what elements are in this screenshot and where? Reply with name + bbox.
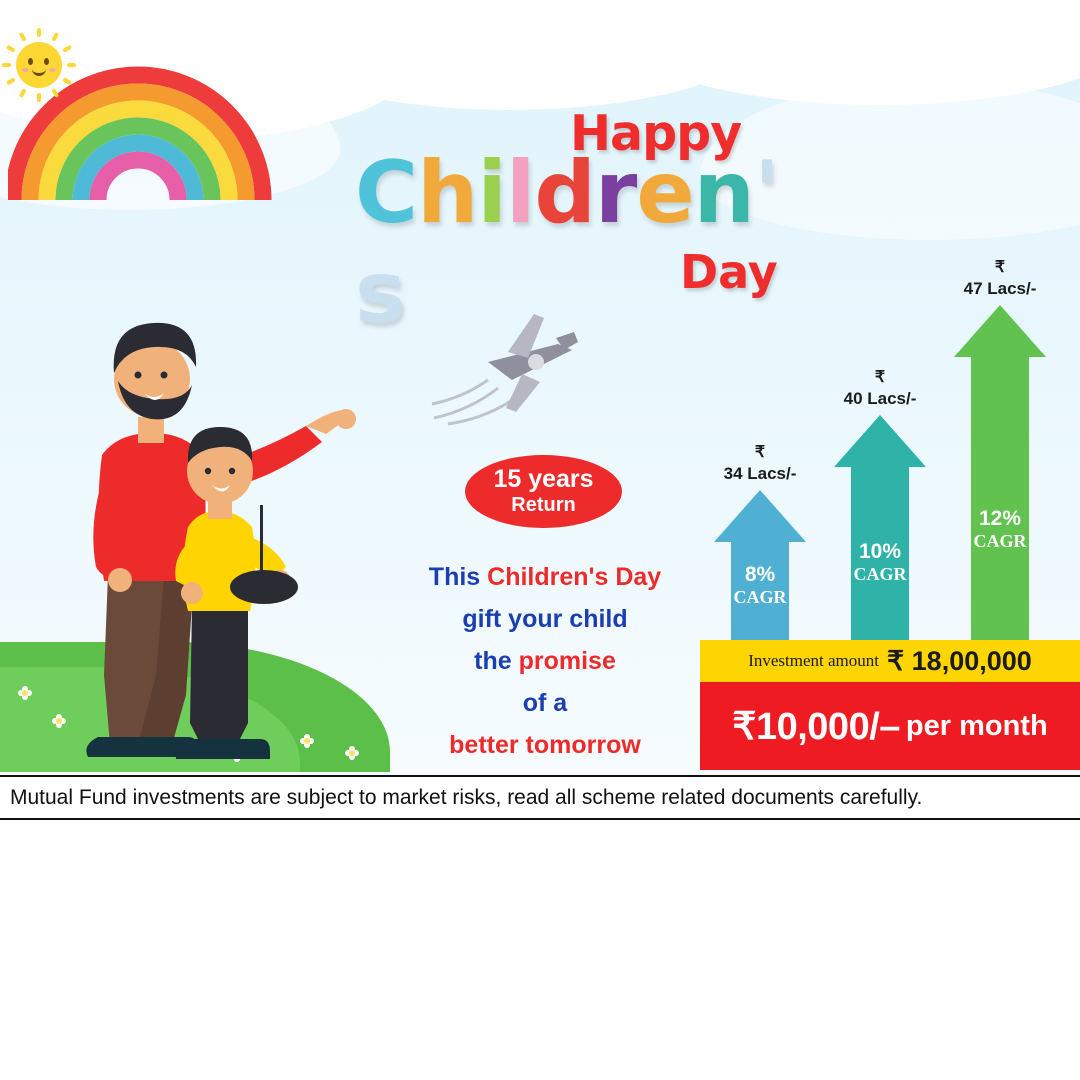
- chart-bar-currency-1: ₹: [874, 368, 886, 386]
- headline-letter-3: l: [505, 143, 535, 243]
- headline-letter-1: h: [417, 143, 478, 243]
- promo-copy-red-4: better tomorrow: [449, 731, 641, 759]
- chart-bar-0: [705, 443, 815, 660]
- returns-bar-chart: [700, 190, 1080, 660]
- headline-day: Day: [680, 245, 778, 299]
- headline-letter-5: r: [594, 143, 637, 243]
- promo-copy-blue-3: of a: [522, 689, 568, 717]
- headline-letter-9: s: [355, 243, 406, 343]
- headline-letter-4: d: [534, 143, 595, 243]
- promo-copy: [400, 556, 690, 766]
- chart-bar-currency-0: ₹: [754, 443, 766, 461]
- chart-bar-cagr-label-2: CAGR: [973, 531, 1027, 552]
- chart-bar-cagr-group-2: [945, 506, 1055, 553]
- chart-bar-cagr-group-0: [705, 562, 815, 609]
- monthly-sip-suffix: per month: [905, 709, 1048, 742]
- badge-line1: 15 years: [493, 465, 594, 494]
- chart-bar-value-label-1: [810, 368, 950, 409]
- promo-copy-line-3: [400, 682, 690, 724]
- chart-bar-cagr-label-1: CAGR: [853, 564, 907, 585]
- father-and-child-illustration: [60, 275, 380, 775]
- chart-bar-2: [945, 258, 1055, 660]
- chart-bar-cagr-pct-0: 8%: [744, 563, 776, 587]
- promo-copy-blue-1: gift your child: [462, 605, 628, 633]
- investment-amount-band: [700, 640, 1080, 682]
- chart-bar-value-1: 40 Lacs/-: [843, 388, 917, 408]
- disclaimer-text: Mutual Fund investments are subject to market risks, read all scheme related documents carefully.: [0, 775, 1080, 820]
- sun-icon: [2, 28, 76, 102]
- chart-bar-cagr-group-1: [825, 539, 935, 586]
- promo-copy-blue-0: This: [428, 563, 488, 591]
- chart-bar-cagr-pct-2: 12%: [978, 507, 1022, 531]
- chart-bar-arrowhead-0: [714, 490, 806, 542]
- headline-letter-0: C: [355, 143, 418, 243]
- chart-bar-cagr-label-0: CAGR: [733, 587, 787, 608]
- promo-copy-line-2: [400, 640, 690, 682]
- promo-copy-blue-2: the: [474, 647, 519, 675]
- promo-copy-red-2: promise: [518, 647, 616, 675]
- chart-bar-value-2: 47 Lacs/-: [963, 278, 1037, 298]
- chart-bar-cagr-pct-1: 10%: [858, 540, 902, 564]
- chart-bar-value-label-2: [930, 258, 1070, 299]
- headline-letter-6: e: [636, 143, 694, 243]
- return-period-badge: [465, 455, 622, 528]
- headline-letter-8: ': [753, 143, 780, 243]
- promo-copy-line-4: [400, 724, 690, 766]
- badge-line2: Return: [511, 493, 576, 516]
- chart-bar-1: [825, 368, 935, 660]
- investment-amount-label: Investment amount: [748, 651, 879, 670]
- chart-bar-value-0: 34 Lacs/-: [723, 463, 797, 483]
- promo-copy-red-0: Children's Day: [487, 563, 662, 591]
- chart-bar-currency-2: ₹: [994, 258, 1006, 276]
- promo-copy-line-1: [400, 598, 690, 640]
- monthly-sip-band: [700, 682, 1080, 770]
- monthly-sip-amount: ₹10,000/–: [732, 705, 900, 748]
- headline-happy: Happy: [570, 105, 742, 162]
- headline-letter-2: i: [477, 143, 506, 243]
- chart-bar-arrowhead-2: [954, 305, 1046, 357]
- headline-letter-7: n: [693, 143, 754, 243]
- chart-bar-value-label-0: [690, 443, 830, 484]
- investment-amount-value: ₹ 18,00,000: [886, 645, 1032, 676]
- promo-copy-line-0: [400, 556, 690, 598]
- chart-bar-arrowhead-1: [834, 415, 926, 467]
